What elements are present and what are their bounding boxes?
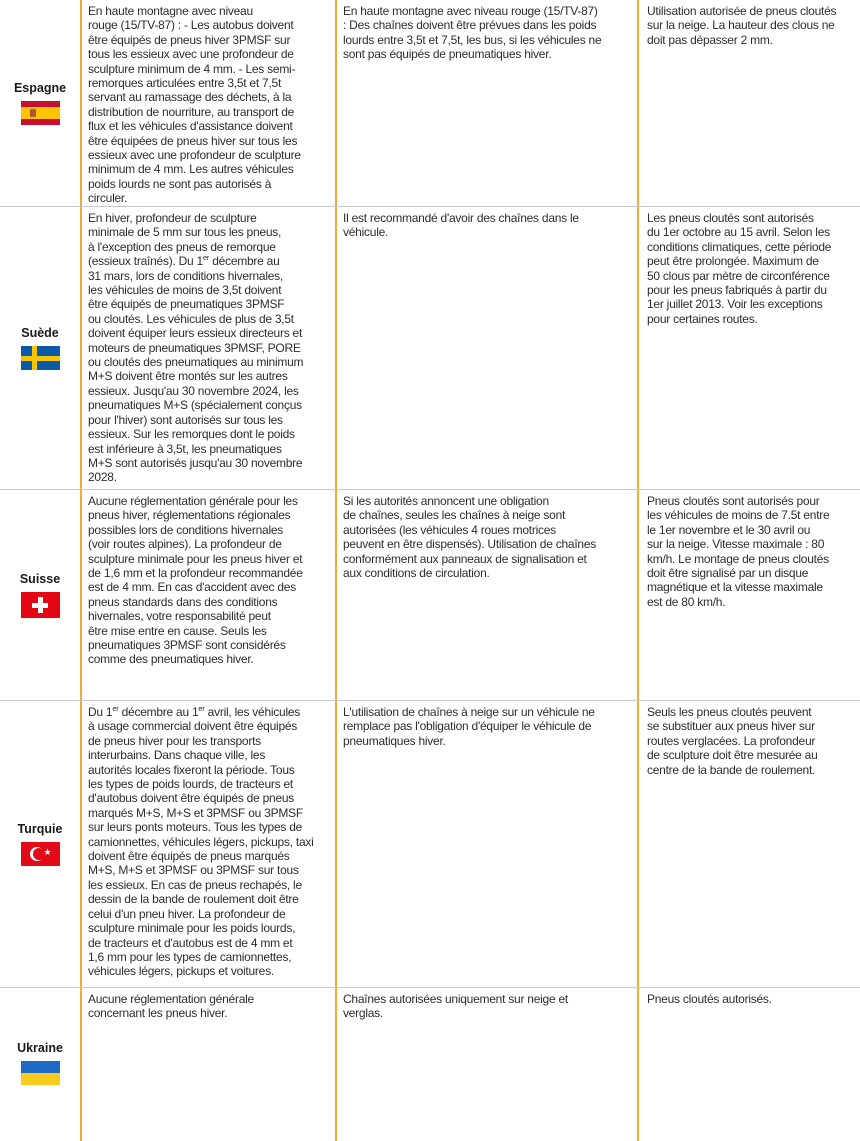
tire-rules-text: En hiver, profondeur de sculpture minimale de 5 mm sur tous les pneus, à l'exception des pneus de remorque (essieux traînés). Du 1er décembre au 31 mars, lors de conditions hivernales, les véhicules de moins de 3,5t doivent être équipés de pneumatiques 3PMSF ou cloutés. Les véhicules de plus de 3,5t doivent équiper leurs essieux directeurs et moteurs de pneumatiques 3PMSF, PORE ou cloutés des pneumatiques au minimum M+S doivent être montés sur les autres essieux. Jusqu'au 30 novembre 2024, les pneumatiques M+S (spécialement conçus pour l'hiver) sont autorisés sur tous les essieux. Sur les remorques dont le poids est inférieure à 3,5t, les pneumatiques M+S sont autorisés jusqu'au 30 novembre 2028. <box>88 211 304 485</box>
spain-flag-icon <box>21 101 60 125</box>
country-name: Suisse <box>19 572 61 586</box>
chain-rules-text: L'utilisation de chaînes à neige sur un véhicule ne remplace pas l'obligation d'équiper le véhicule de pneumatiques hiver. <box>343 705 595 748</box>
table-row <box>0 490 860 700</box>
country-cell <box>0 0 80 206</box>
chain-rules-text: Il est recommandé d'avoir des chaînes dans le véhicule. <box>343 211 579 240</box>
country-name: Turquie <box>17 822 63 836</box>
country-cell <box>0 988 80 1138</box>
table-row <box>0 0 860 206</box>
tire-rules-text: En haute montagne avec niveau rouge (15/TV-87) : - Les autobus doivent être équipés de pneus hiver 3PMSF sur tous les essieux avec une profondeur de sculpture minimum de 4 mm. - Les semi- remorques articulées entre 3,5t et 7,5t servant au ramassage des déchets, à la distribution de nourriture, au transport de flux et les véhicules d'assistance doivent être équipées de pneus hiver sur tous les essieux avec une profondeur de sculpture minimum de 4 mm. Les autres véhicules poids lourds ne sont pas autorisés à circuler. <box>88 4 301 206</box>
sweden-flag-icon <box>21 346 60 370</box>
studded-tire-rules-text: Utilisation autorisée de pneus cloutés sur la neige. La hauteur des clous ne doit pas dépasser 2 mm. <box>647 4 837 47</box>
chain-rules-text: En haute montagne avec niveau rouge (15/TV-87) : Des chaînes doivent être prévues dans les poids lourds entre 3,5t et 7,5t, les bus, si les véhicules ne sont pas équipés de pneumatiques hiver. <box>343 4 602 62</box>
country-cell <box>0 701 80 987</box>
tire-rules-text: Aucune réglementation générale pour les pneus hiver, réglementations régionales possibles lors de conditions hivernales (voir routes alpines). La profondeur de sculpture minimale pour les pneus hiver et de 1,6 mm et la profondeur recommandée est de 4 mm. En cas d'accident avec des pneus standards dans des conditions hivernales, votre responsabilité peut être mise entre en cause. Seuls les pneumatiques 3PMSF sont considérés comme des pneumatiques hiver. <box>88 494 303 667</box>
table-row <box>0 701 860 987</box>
studded-tire-rules-text: Pneus cloutés sont autorisés pour les véhicules de moins de 7.5t entre le 1er novembre et le 30 avril ou sur la neige. Vitesse maximale : 80 km/h. Le montage de pneus cloutés doit être signalisé par un disque magnétique et la vitesse maximale est de 80 km/h. <box>647 494 830 609</box>
ukraine-flag-icon <box>21 1061 60 1085</box>
country-cell <box>0 207 80 489</box>
switzerland-flag-icon <box>21 592 60 618</box>
studded-tire-rules-text: Pneus cloutés autorisés. <box>647 992 772 1006</box>
turkey-flag-icon: ★ <box>21 842 60 866</box>
table-row <box>0 988 860 1141</box>
country-name: Ukraine <box>17 1041 63 1055</box>
table-row <box>0 207 860 489</box>
country-name: Suède <box>21 326 59 340</box>
chain-rules-text: Si les autorités annoncent une obligation de chaînes, seules les chaînes à neige sont autorisées (les véhicules 4 roues motrices peuvent en être dispensés). Utilisation de chaînes conformément aux panneaux de signalisation et aux conditions de circulation. <box>343 494 596 581</box>
studded-tire-rules-text: Seuls les pneus cloutés peuvent se substituer aux pneus hiver sur routes verglacées. La profondeur de sculpture doit être mesurée au centre de la bande de roulement. <box>647 705 818 777</box>
tire-rules-text: Aucune réglementation générale concernant les pneus hiver. <box>88 992 254 1021</box>
tire-rules-text: Du 1er décembre au 1er avril, les véhicules à usage commercial doivent être équipés de pneus hiver pour les transports interurbains. Dans chaque ville, les autorités locales fixeront la période. Tous les types de poids lourds, de tracteurs et d'autobus doivent être équipés de pneus marqués M+S, M+S et 3PMSF ou 3PMSF sur leurs ponts moteurs. Tous les types de camionnettes, véhicules légers, pickups, taxi doivent être équipés de pneus marqués M+S, M+S et 3PMSF ou 3PMSF sur tous les essieux. En cas de pneus rechapés, le dessin de la bande de roulement doit être celui d'un pneu hiver. La profondeur de sculpture minimale pour les poids lourds, de tracteurs et d'autobus est de 4 mm et 1,6 mm pour les types de camionnettes, véhicules légers, pickups et voitures. <box>88 704 314 979</box>
chain-rules-text: Chaînes autorisées uniquement sur neige et verglas. <box>343 992 568 1021</box>
studded-tire-rules-text: Les pneus cloutés sont autorisés du 1er octobre au 15 avril. Selon les conditions climatiques, cette période peut être prolongée. Maximum de 50 clous par mètre de circonférence pour les pneus fabriqués à partir du 1er juillet 2013. Voir les exceptions pour certaines routes. <box>647 211 832 326</box>
country-cell <box>0 490 80 700</box>
country-name: Espagne <box>13 81 67 95</box>
